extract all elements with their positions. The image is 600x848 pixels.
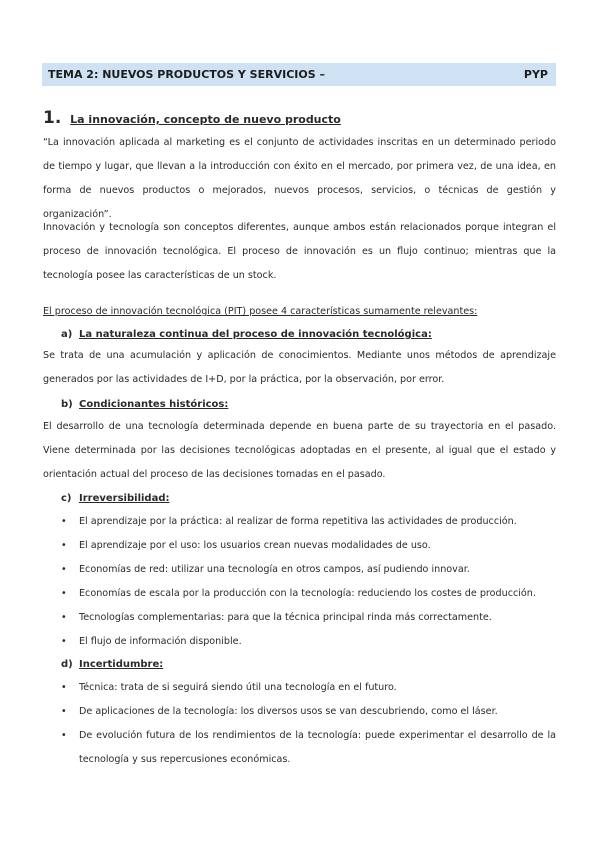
bullet-icon: • (61, 636, 67, 647)
paragraph-b: El desarrollo de una tecnología determinada depende en buena parte de su trayectoria en el pasado. Viene determinada por las decisiones tecnológicas adoptadas en el presente, al igual que el estado y orientación actual del proceso de las decisiones tomadas en el pasado. (43, 421, 556, 480)
paragraph-a: Se trata de una acumulación y aplicación de conocimientos. Mediante unos métodos de aprendizaje generados por las actividades de I+D, por la práctica, por la observación, por error. (43, 350, 556, 385)
innovation-technology-paragraph: Innovación y tecnología son conceptos diferentes, aunque ambos están relacionados porque integran el proceso de innovación tecnológica. El proceso de innovación es un flujo continuo; mientras que la tecnología posee las características de un stock. (43, 222, 556, 281)
subheading-b (61, 394, 228, 416)
bullet-icon: • (61, 706, 67, 717)
list-item: • El aprendizaje por el uso: los usuarios crean nuevas modalidades de uso. (61, 534, 556, 558)
bullet-icon: • (61, 588, 67, 599)
subheading-b-letter: b) (61, 399, 73, 410)
list-item: • De evolución futura de los rendimientos de la tecnología: puede experimentar el desarrollo de la tecnología y sus repercusiones económicas. (61, 724, 556, 772)
header-title: TEMA 2: NUEVOS PRODUCTOS Y SERVICIOS – (48, 68, 325, 81)
subheading-d (61, 654, 163, 676)
bullet-icon: • (61, 564, 67, 575)
pit-intro: El proceso de innovación tecnológica (PIT) posee 4 características sumamente relevantes: (43, 306, 478, 317)
list-item: • El flujo de información disponible. (61, 630, 556, 654)
bullet-list-c (61, 510, 556, 654)
bullet-icon: • (61, 612, 67, 623)
subheading-a-letter: a) (61, 329, 73, 340)
list-item: • Economías de red: utilizar una tecnología en otros campos, así pudiendo innovar. (61, 558, 556, 582)
section-title: La innovación, concepto de nuevo producto (70, 113, 341, 126)
subheading-b-title: Condicionantes históricos: (79, 399, 229, 410)
document-header (42, 63, 556, 86)
subheading-c (61, 488, 169, 510)
list-item: • El aprendizaje por la práctica: al realizar de forma repetitiva las actividades de producción. (61, 510, 556, 534)
subheading-c-letter: c) (61, 493, 72, 504)
bullet-icon: • (61, 516, 67, 527)
section-heading (43, 108, 341, 128)
list-item: • De aplicaciones de la tecnología: los diversos usos se van descubriendo, como el láser. (61, 700, 556, 724)
subheading-d-title: Incertidumbre: (79, 659, 164, 670)
definition-paragraph: “La innovación aplicada al marketing es el conjunto de actividades inscritas en un determinado periodo de tiempo y lugar, que llevan a la introducción con éxito en el mercado, por primera vez, de una idea, en forma de nuevos productos o mejorados, nuevos procesos, servicios, o técnicas de gestión y organización”. (43, 137, 556, 220)
bullet-list-d (61, 676, 556, 772)
bullet-icon: • (61, 730, 67, 741)
bullet-icon: • (61, 540, 67, 551)
subheading-a (61, 324, 432, 346)
list-item: • Tecnologías complementarias: para que la técnica principal rinda más correctamente. (61, 606, 556, 630)
bullet-icon: • (61, 682, 67, 693)
list-item: • Economías de escala por la producción con la tecnología: reduciendo los costes de producción. (61, 582, 556, 606)
section-number: 1. (43, 108, 62, 128)
header-right-label: PYP (523, 68, 548, 81)
subheading-c-title: Irreversibilidad: (79, 493, 170, 504)
subheading-a-title: La naturaleza continua del proceso de innovación tecnológica: (79, 329, 432, 340)
list-item: • Técnica: trata de si seguirá siendo útil una tecnología en el futuro. (61, 676, 556, 700)
subheading-d-letter: d) (61, 659, 73, 670)
